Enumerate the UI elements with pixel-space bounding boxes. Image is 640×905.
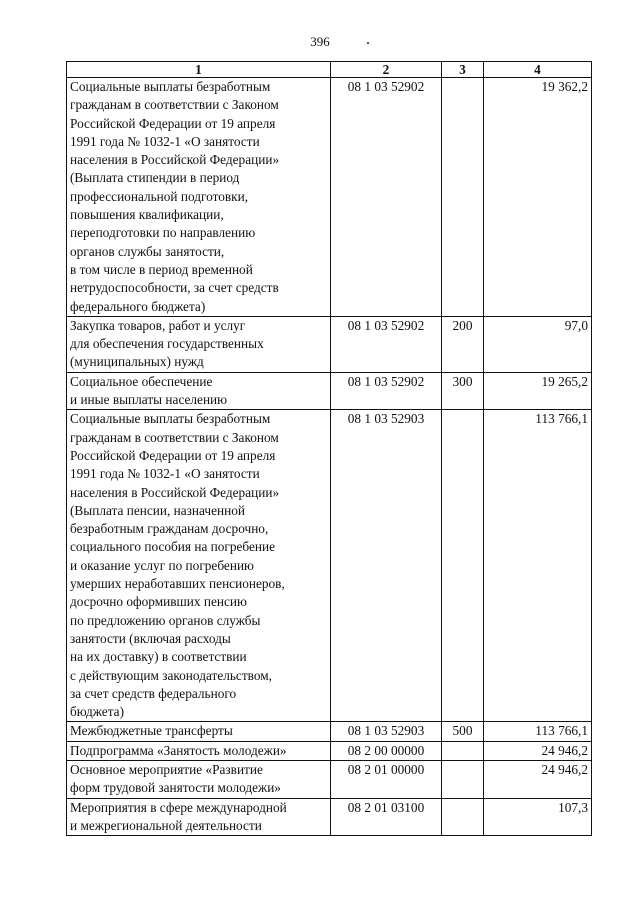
amount-cell: 107,3 [484, 798, 592, 836]
item-name-cell: Закупка товаров, работ и услуг для обеспечения государственных (муниципальных) нужд [67, 316, 331, 372]
amount-cell: 113 766,1 [484, 722, 592, 741]
column-header-4: 4 [484, 62, 592, 78]
amount-cell: 97,0 [484, 316, 592, 372]
table-row [67, 316, 592, 372]
header-row [67, 62, 592, 78]
expense-type-cell [442, 741, 484, 760]
table-header [67, 62, 592, 78]
page-number: 396 [310, 34, 330, 49]
column-header-2: 2 [331, 62, 442, 78]
budget-code-cell: 08 2 01 00000 [331, 760, 442, 798]
item-name-cell: Основное мероприятие «Развитие форм трудовой занятости молодежи» [67, 760, 331, 798]
budget-code-cell: 08 1 03 52903 [331, 722, 442, 741]
budget-code-cell: 08 1 03 52903 [331, 410, 442, 722]
expense-type-cell: 200 [442, 316, 484, 372]
table-row [67, 78, 592, 317]
expense-type-cell [442, 78, 484, 317]
budget-code-cell: 08 1 03 52902 [331, 372, 442, 410]
budget-table [66, 61, 592, 836]
budget-code-cell: 08 1 03 52902 [331, 78, 442, 317]
table-row [67, 798, 592, 836]
column-header-3: 3 [442, 62, 484, 78]
item-name-cell: Социальное обеспечение и иные выплаты населению [67, 372, 331, 410]
item-name-cell: Подпрограмма «Занятость молодежи» [67, 741, 331, 760]
expense-type-cell [442, 798, 484, 836]
table-body [67, 78, 592, 836]
item-name-cell: Мероприятия в сфере международной и межрегиональной деятельности [67, 798, 331, 836]
expense-type-cell: 500 [442, 722, 484, 741]
amount-cell: 24 946,2 [484, 760, 592, 798]
scan-artifact [367, 42, 369, 44]
expense-type-cell [442, 410, 484, 722]
budget-code-cell: 08 2 01 03100 [331, 798, 442, 836]
table-row [67, 372, 592, 410]
column-header-1: 1 [67, 62, 331, 78]
expense-type-cell: 300 [442, 372, 484, 410]
item-name-cell: Социальные выплаты безработным гражданам в соответствии с Законом Российской Федерации от 19 апреля 1991 года № 1032-1 «О занятости населения в Российской Федерации» (Выплата стипендии в период профессиональной подготовки, повышения квалификации, переподготовки по направлению органов службы занятости, в том числе в период временной нетрудоспособности, за счет средств федерального бюджета) [67, 78, 331, 317]
budget-code-cell: 08 2 00 00000 [331, 741, 442, 760]
table-row [67, 722, 592, 741]
table-row [67, 410, 592, 722]
amount-cell: 19 362,2 [484, 78, 592, 317]
item-name-cell: Межбюджетные трансферты [67, 722, 331, 741]
budget-code-cell: 08 1 03 52902 [331, 316, 442, 372]
amount-cell: 113 766,1 [484, 410, 592, 722]
amount-cell: 24 946,2 [484, 741, 592, 760]
expense-type-cell [442, 760, 484, 798]
table-row [67, 760, 592, 798]
table-row [67, 741, 592, 760]
item-name-cell: Социальные выплаты безработным гражданам в соответствии с Законом Российской Федерации от 19 апреля 1991 года № 1032-1 «О занятости населения в Российской Федерации» (Выплата пенсии, назначенной безработным гражданам досрочно, социального пособия на погребение и оказание услуг по погребению умерших неработавших пенсионеров, досрочно оформивших пенсию по предложению органов службы занятости (включая расходы на их доставку) в соответствии с действующим законодательством, за счет средств федерального бюджета) [67, 410, 331, 722]
amount-cell: 19 265,2 [484, 372, 592, 410]
